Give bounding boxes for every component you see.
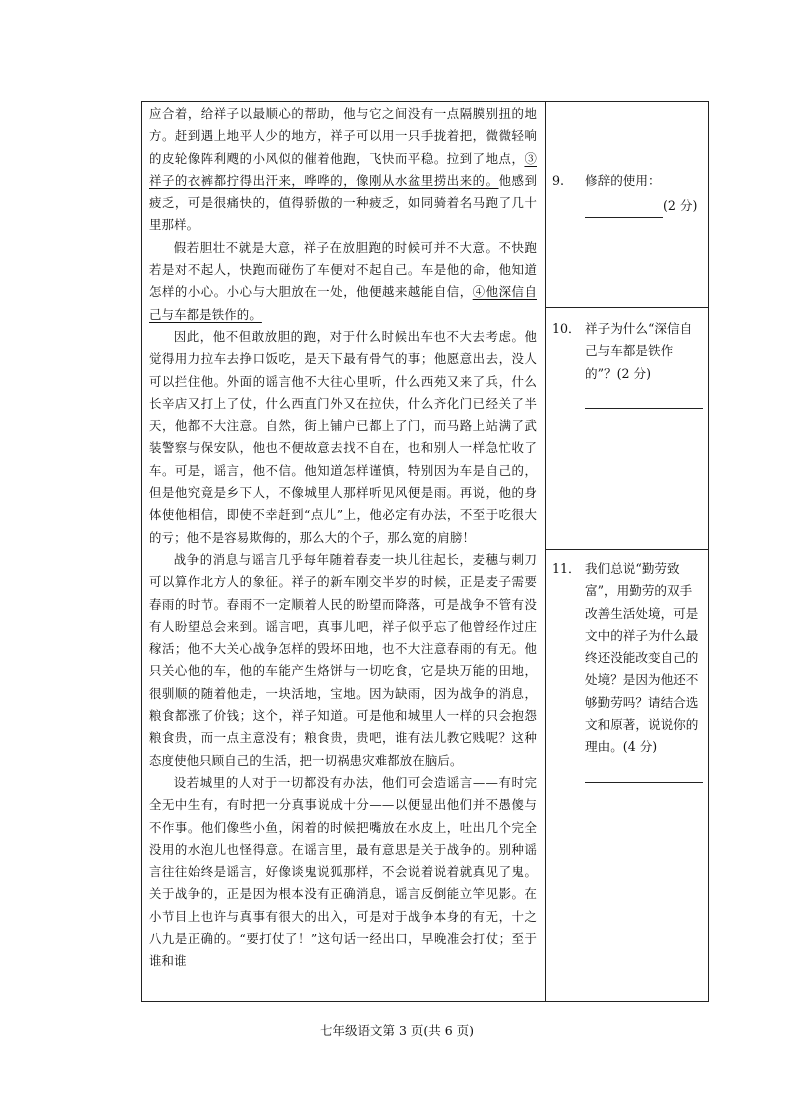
question-number: 9. — [552, 173, 565, 188]
question-text: 修辞的使用： — [585, 173, 661, 188]
passage-text: 假若胆壮不就是大意，祥子在放胆跑的时候可并不大意。不快跑若是对不起人，快跑而碰伤了车便对不起自己。车是他的命，他知道怎样的小心。小心与大胆放在一处，他便越来越能自信， — [149, 239, 537, 300]
passage-text: 他感到疲乏，可是很痛快的，值得骄傲的一种疲乏，如同骑着名马跑了几十里那样。 — [149, 172, 537, 233]
question-score: (2 分) — [663, 198, 698, 214]
question-text: 我们总说“勤劳致富”，用勤劳的双手改善生活处境，可是文中的祥子为什么最终还没能改变自己的处境？是因为他还不够勤劳吗？请结合选文和原著，说说你的理由。(4 分) — [585, 561, 699, 755]
question-text: 祥子为什么“深信自己与车都是铁作的”？(2 分) — [585, 321, 693, 381]
question-number: 10． — [552, 321, 581, 336]
passage-paragraph — [149, 237, 537, 326]
reading-passage — [149, 103, 537, 973]
underlined-sentence-3: ③祥子的衣裤都拧得出汗来，哗哗的，像刚从水盆里捞出来的。 — [149, 150, 537, 188]
question-number: 11． — [552, 561, 581, 576]
question-row-divider — [545, 307, 708, 308]
column-divider — [545, 102, 546, 1001]
passage-paragraph: 战争的消息与谣言几乎每年随着春麦一块儿往起长，麦穗与刺刀可以算作北方人的象征。祥子的新车刚交半岁的时候，正是麦子需要春雨的时节。春雨不一定顺着人民的盼望而降落，可是战争不管有没有人盼望总会来到。谣言吧，真事儿吧，祥子似乎忘了他曾经作过庄稼活；他不大关心战争怎样的毁坏田地，也不大注意春雨的有无。他只关心他的车，他的车能产生烙饼与一切吃食，它是块万能的田地，很驯顺的随着他走，一块活地，宝地。因为缺雨，因为战争的消息，粮食都涨了价钱；这个，祥子知道。可是他和城里人一样的只会抱怨粮食贵，而一点主意没有；粮食贵，贵吧，谁有法儿教它贱呢？这种态度使他只顾自己的生活，把一切祸患灾难都放在脑后。 — [149, 551, 537, 768]
answer-blank[interactable] — [585, 202, 663, 218]
exam-table — [141, 101, 709, 1002]
question-row-divider — [545, 549, 708, 550]
passage-text: 应合着，给祥子以最顺心的帮助，他与它之间没有一点隔膜别扭的地方。赶到遇上地平人少的地方，祥子可以用一只手拢着把，微微轻响的皮轮像阵利飕的小风似的催着他跑，飞快而平稳。拉到了地点， — [149, 106, 537, 166]
passage-paragraph: 设若城里的人对于一切都没有办法，他们可会造谣言——有时完全无中生有，有时把一分真事说成十分——以便显出他们并不愚傻与不作事。他们像些小鱼，闲着的时候把嘴放在水皮上，吐出几个完全没用的水泡儿也怪得意。在谣言里，最有意思是关于战争的。别种谣言往往始终是谣言，好像谈鬼说狐那样，不会说着说着就真见了鬼。关于战争的，正是因为根本没有正确消息，谣言反倒能立竿见影。在小节目上也许与真事有很大的出入，可是对于战争本身的有无，十之八九是正确的。“要打仗了！”这句话一经出口，早晚准会打仗；至于谁和谁 — [149, 774, 537, 969]
passage-paragraph: 因此，他不但敢放胆的跑，对于什么时候出车也不大去考虑。他觉得用力拉车去挣口饭吃，是天下最有骨气的事；他愿意出去，没人可以拦住他。外面的谣言他不大往心里听，什么西苑又来了兵，什么长辛店又打上了仗，什么西直门外又在拉伕，什么齐化门已经关了半天，他都不大注意。自然，街上铺户已都上了门，而马路上站满了武装警察与保安队，他也不便故意去找不自在，也和别人一样急忙收了车。可是，谣言，他不信。他知道怎样谨慎，特别因为车是自己的，但是他究竟是乡下人，不像城里人那样听见风便是雨。再说，他的身体使他相信，即使不幸赶到“点儿”上，他必定有办法，不至于吃很大的亏；他不是容易欺侮的，那么大的个子，那么宽的肩膀！ — [149, 328, 537, 545]
answer-blank[interactable] — [585, 393, 703, 409]
passage-paragraph — [149, 103, 537, 237]
answer-blank[interactable] — [585, 767, 703, 783]
page-footer: 七年级语文第 3 页(共 6 页) — [319, 1023, 475, 1038]
underlined-sentence-4: ④他深信自己与车都是铁作的。 — [149, 284, 537, 322]
